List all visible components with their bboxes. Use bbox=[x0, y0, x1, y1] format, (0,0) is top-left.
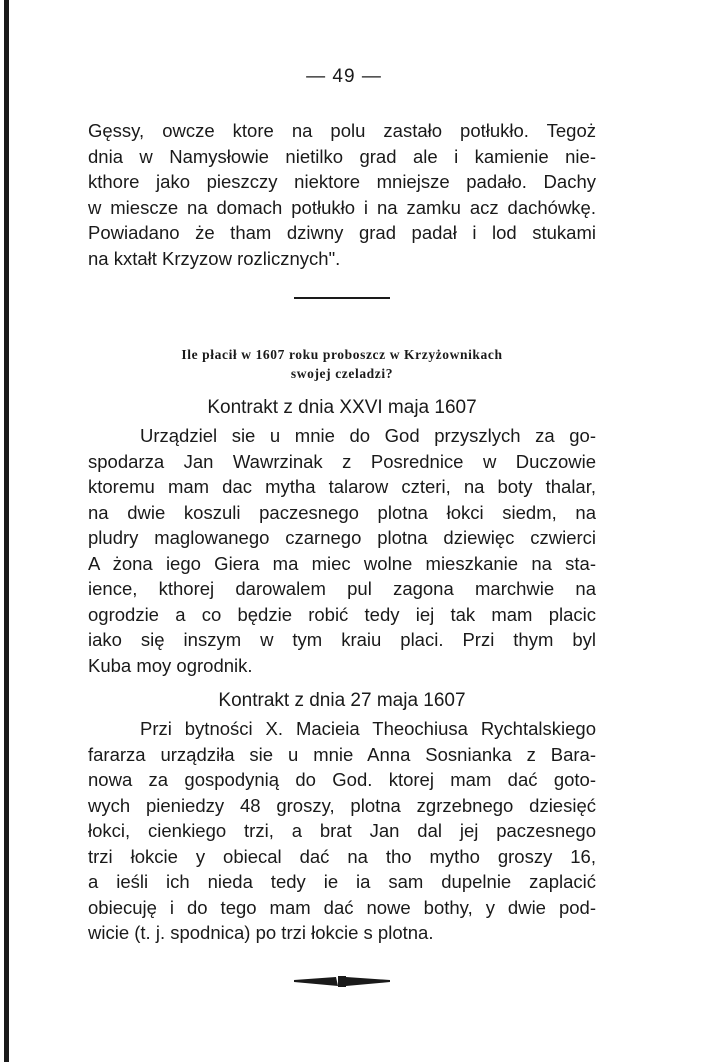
text-line: nowa za gospodynią do God. ktorej mam dać goto- bbox=[88, 769, 596, 790]
text-line: pludry maglowanego czarnego plotna dziewięc czwierci bbox=[88, 527, 596, 548]
intro-paragraph bbox=[88, 118, 596, 271]
text-line: trzi łokcie y obiecal dać na tho mytho groszy 16, bbox=[88, 845, 596, 867]
text-line: spodarza Jan Wawrzinak z Posrednice w Duczowie bbox=[88, 450, 596, 472]
text-line: a ieśli ich nieda tedy ie ia sam dupelnie zaplacić bbox=[88, 871, 596, 892]
contract-paragraph bbox=[88, 716, 596, 946]
text-line: wicie (t. j. spodnica) po trzi łokcie s plotna. bbox=[88, 922, 434, 943]
text-line: ience, kthorej darowalem pul zagona marchwie na bbox=[88, 578, 596, 599]
section-divider bbox=[294, 297, 390, 299]
text-line: Kuba moy ogrodnik. bbox=[88, 654, 253, 676]
text-line: na dwie koszuli paczesnego plotna łokci siedm, na bbox=[88, 501, 596, 523]
contract-title: Kontrakt z dnia XXVI maja 1607 bbox=[207, 397, 477, 418]
text-line: ktoremu mam dac mytha talarow czteri, na boty thalar, bbox=[88, 476, 596, 497]
page-number: — 49 — bbox=[306, 66, 382, 87]
text-line: łokci, cienkiego trzi, a brat Jan dal jej paczesnego bbox=[88, 820, 596, 841]
page-binding-edge bbox=[4, 0, 9, 1062]
text-line: na kxtałt Krzyzow rozlicznych". bbox=[88, 247, 341, 269]
contract-title: Kontrakt z dnia 27 maja 1607 bbox=[218, 690, 466, 711]
text-line: Urządziel sie u mnie do God przyszlych za go- bbox=[140, 425, 596, 446]
text-line: Gęssy, owcze ktore na polu zastało potłukło. Tegoż bbox=[88, 120, 596, 141]
text-line: A żona iego Giera ma miec wolne mieszkanie na sta- bbox=[88, 552, 596, 574]
text-line: Powiadano że tham dziwny grad padał i lod stukami bbox=[88, 222, 596, 243]
text-line: iako się inszym w tym kraiu placi. Przi thym byl bbox=[88, 629, 596, 650]
text-line: dnia w Namysłowie nietilko grad ale i kamienie nie- bbox=[88, 145, 596, 167]
text-line: Przi bytności X. Macieia Theochiusa Rychtalskiego bbox=[140, 718, 596, 739]
section-heading bbox=[88, 345, 596, 383]
text-line: wych pieniedzy 48 groszy, plotna zgrzebnego dziesięć bbox=[88, 794, 596, 816]
text-line: kthore jako pieszczy niektore mniejsze padało. Dachy bbox=[88, 171, 596, 192]
end-ornament bbox=[294, 974, 390, 988]
book-page bbox=[88, 66, 596, 988]
section-heading-line: swojej czeladzi? bbox=[290, 366, 394, 381]
contract-paragraph bbox=[88, 423, 596, 678]
text-line: obiecuję i do tego mam dać nowe bothy, y dwie pod- bbox=[88, 896, 596, 918]
text-line: ogrodzie a co będzie robić tedy iej tak mam placic bbox=[88, 603, 596, 625]
text-line: fararza urządziła sie u mnie Anna Sosnianka z Bara- bbox=[88, 743, 596, 765]
text-line: w miescze na domach potłukło i na zamku acz dachówkę. bbox=[88, 196, 596, 218]
section-heading-line: Ile płacił w 1607 roku proboszcz w Krzyżownikach bbox=[181, 347, 503, 362]
